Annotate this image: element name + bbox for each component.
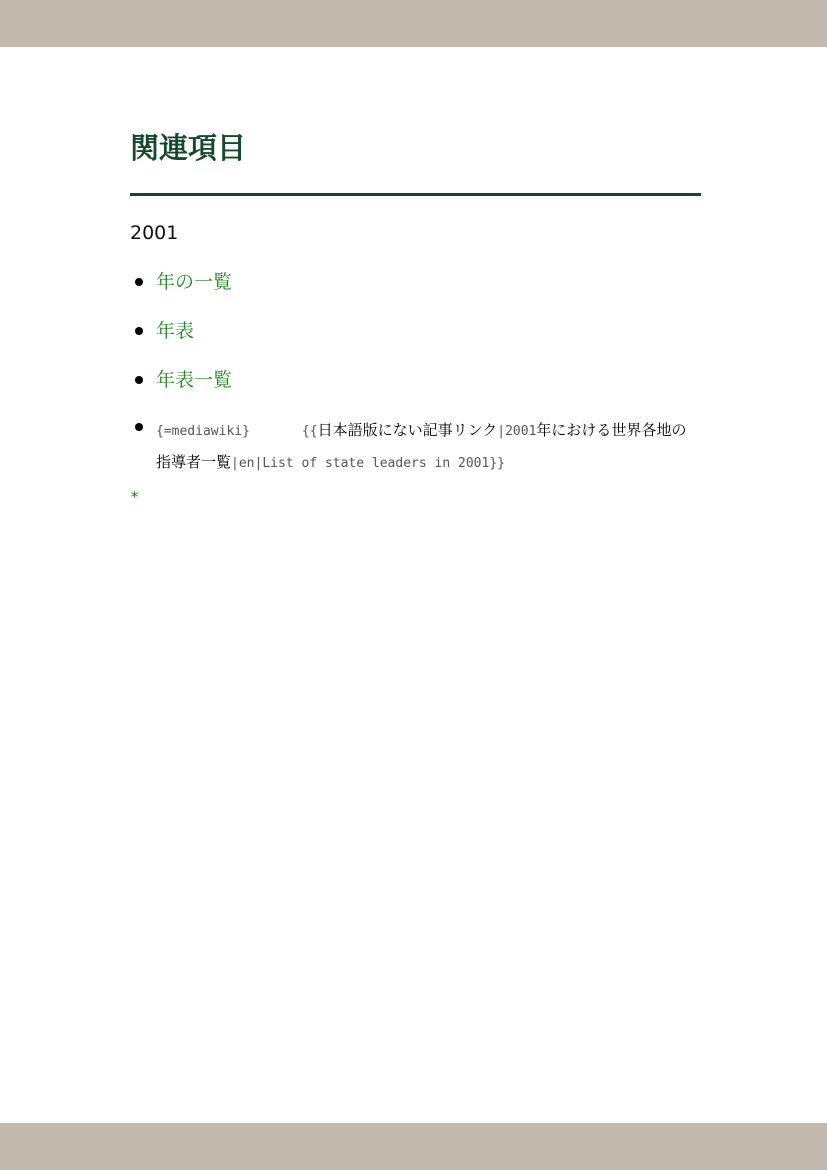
wiki-open-braces: {{ — [301, 424, 318, 439]
year-text: 2001 — [130, 222, 179, 244]
page-content — [130, 128, 701, 507]
wiki-separator: | — [254, 456, 263, 471]
wiki-title-part2: 地の指導者一覧 — [156, 421, 687, 471]
list-item-chronology — [130, 318, 701, 344]
wiki-english-title: List of state leaders in 2001 — [262, 456, 490, 471]
page-title: 関連項目 — [130, 131, 247, 165]
related-links-list — [130, 269, 701, 479]
wiki-separator: | — [231, 456, 239, 471]
wiki-template-name: 日本語版にない記事リンク — [317, 421, 498, 439]
link-chronology[interactable]: 年表 — [156, 320, 195, 342]
wiki-prefix: {=mediawiki} — [156, 424, 250, 439]
list-item-wiki-template — [130, 415, 701, 479]
title-divider — [130, 193, 701, 196]
wiki-close-braces: }} — [489, 456, 505, 471]
bullet-icon — [135, 278, 143, 286]
bullet-icon — [135, 376, 143, 384]
list-item-chronology-list — [130, 367, 701, 393]
wiki-separator: | — [497, 424, 506, 439]
top-band — [0, 0, 827, 47]
wiki-lang: en — [238, 456, 255, 471]
wiki-title-part1: 年における世界各 — [536, 421, 657, 439]
trailing-marker: * — [130, 488, 140, 506]
bullet-icon — [135, 327, 143, 335]
link-year-list[interactable]: 年の一覧 — [156, 271, 233, 293]
wiki-year: 2001 — [505, 424, 537, 439]
bottom-band — [0, 1123, 827, 1170]
link-chronology-list[interactable]: 年表一覧 — [156, 369, 233, 391]
list-item-year-list — [130, 269, 701, 295]
bullet-icon — [135, 423, 143, 431]
